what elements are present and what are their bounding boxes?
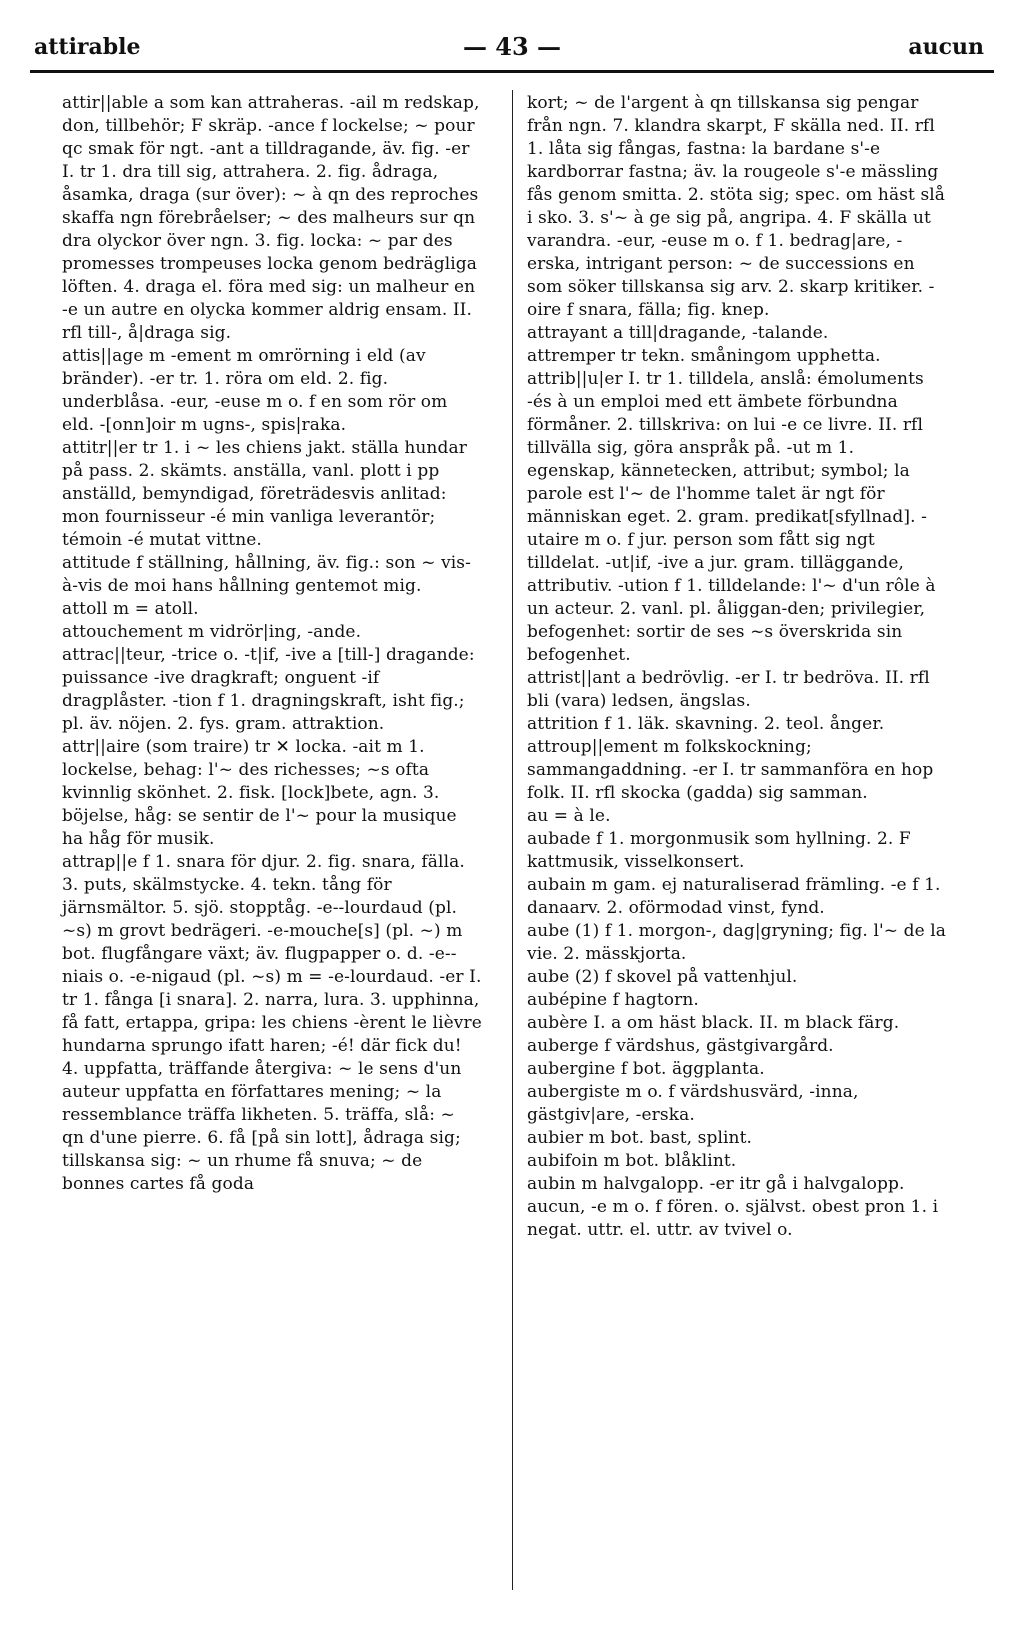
- page-header: [30, 30, 994, 70]
- dictionary-entry: attrac||teur, -trice o. -t|if, -ive a [till-] dragande: puissance -ive dragkraft; onguent -if dragplåster. -tion f 1. dragningskraft, isht fig.; pl. äv. nöjen. 2. fys. gram. attraktion.: [62, 645, 475, 734]
- dictionary-entry: aubergine f bot. äggplanta.: [527, 1059, 765, 1079]
- dictionary-entry: aubade f 1. morgonmusik som hyllning. 2. F kattmusik, visselkonsert.: [527, 829, 911, 872]
- dictionary-entry: aubifoin m bot. blåklint.: [527, 1151, 737, 1171]
- dictionary-entry: attrayant a till|dragande, -talande.: [527, 323, 829, 343]
- page-number: — 43 —: [462, 32, 562, 61]
- dictionary-entry: aubergiste m o. f värdshusvärd, -inna, gästgiv|are, -erska.: [527, 1082, 859, 1125]
- dictionary-entry: attitude f ställning, hållning, äv. fig.: son ~ vis-à-vis de moi hans hållning gentemot mig.: [62, 553, 471, 596]
- dictionary-entry: aube (1) f 1. morgon-, dag|gryning; fig. l'~ de la vie. 2. mässkjorta.: [527, 921, 947, 964]
- dictionary-entry: attoll m = atoll.: [62, 599, 199, 619]
- dictionary-entry: aucun, -e m o. f fören. o. självst. obest pron 1. i negat. uttr. el. uttr. av tvivel o.: [527, 1197, 939, 1240]
- dictionary-entry: au = à le.: [527, 806, 611, 826]
- right-column: [527, 92, 947, 1242]
- dictionary-entry: attitr||er tr 1. i ~ les chiens jakt. ställa hundar på pass. 2. skämts. anställa, vanl. plott i pp anställd, bemyndigad, företrädesvis anlitad: mon fournisseur -é min vanliga leverantör; témoin -é mutat vittne.: [62, 438, 467, 550]
- dictionary-entry: attouchement m vidrör|ing, -ande.: [62, 622, 362, 642]
- header-last-word: aucun: [908, 34, 984, 60]
- dictionary-entry: aubin m halvgalopp. -er itr gå i halvgalopp.: [527, 1174, 905, 1194]
- dictionary-entry: attrib||u|er I. tr 1. tilldela, anslå: émoluments -és à un emploi med ett ämbete förbundna förmåner. 2. tillskriva: on lui -e ce livre. II. rfl tillvälla sig, göra anspråk på. -ut m 1. egenskap, kännetecken, attribut; symbol; la parole est l'~ de l'homme talet är ngt för människan eget. 2. gram. predikat[sfyllnad]. -utaire m o. f jur. person som fått sig ngt tilldelat. -ut|if, -ive a jur. gram. tilläggande, attributiv. -ution f 1. tilldelande: l'~ d'un rôle à un acteur. 2. vanl. pl. åliggan-den; privilegier, befogenhet: sortir de ses ~s överskrida sin befogenhet.: [527, 369, 936, 665]
- dictionary-entry: aubain m gam. ej naturaliserad främling. -e f 1. danaarv. 2. oförmodad vinst, fynd.: [527, 875, 941, 918]
- dictionary-entry: attroup||ement m folkskockning; sammangaddning. -er I. tr sammanföra en hop folk. II. rfl skocka (gadda) sig samman.: [527, 737, 934, 803]
- dictionary-entry: attrition f 1. läk. skavning. 2. teol. ånger.: [527, 714, 885, 734]
- dictionary-entry: attir||able a som kan attraheras. -ail m redskap, don, tillbehör; F skräp. -ance f lockelse; ~ pour qc smak för ngt. -ant a tilldragande, äv. fig. -er I. tr 1. dra till sig, attrahera. 2. fig. ådraga, åsamka, draga (sur över): ~ à qn des reproches skaffa ngn förebråelser; ~ des malheurs sur qn dra olyckor över ngn. 3. fig. locka: ~ par des promesses trompeuses locka genom bedrägliga löften. 4. draga el. föra med sig: un malheur en -e un autre en olycka kommer aldrig ensam. II. rfl till-, å|draga sig.: [62, 93, 480, 343]
- dictionary-entry: aubier m bot. bast, splint.: [527, 1128, 753, 1148]
- dictionary-entry: auberge f värdshus, gästgivargård.: [527, 1036, 834, 1056]
- dictionary-entry: kort; ~ de l'argent à qn tillskansa sig pengar från ngn. 7. klandra skarpt, F skälla ned. II. rfl 1. låta sig fångas, fastna: la bardane s'-e kardborrar fastna; äv. la rougeole s'-e mässling fås genom smitta. 2. stöta sig; spec. om häst slå i sko. 3. s'~ à ge sig på, angripa. 4. F skälla ut varandra. -eur, -euse m o. f 1. bedrag|are, -erska, intrigant person: ~ de successions en som söker tillskansa sig arv. 2. skarp kritiker. -oire f snara, fälla; fig. knep.: [527, 93, 946, 320]
- dictionary-entry: aube (2) f skovel på vattenhjul.: [527, 967, 798, 987]
- column-divider: [512, 90, 513, 1590]
- dictionary-entry: aubépine f hagtorn.: [527, 990, 699, 1010]
- dictionary-entry: attr||aire (som traire) tr ✕ locka. -ait m 1. lockelse, behag: l'~ des richesses; ~s ofta kvinnlig skönhet. 2. fisk. [lock]bete, agn. 3. böjelse, håg: se sentir de l'~ pour la musique ha håg för musik.: [62, 737, 457, 849]
- dictionary-entry: attrist||ant a bedrövlig. -er I. tr bedröva. II. rfl bli (vara) ledsen, ängslas.: [527, 668, 930, 711]
- left-column: [62, 92, 482, 1196]
- dictionary-entry: attrap||e f 1. snara för djur. 2. fig. snara, fälla. 3. puts, skälmstycke. 4. tekn. tång för järnsmältor. 5. sjö. stopptåg. -e--lourdaud (pl. ~s) m grovt bedrägeri. -e-mouche[s] (pl. ~) m bot. flugfångare växt; äv. flugpapper o. d. -e--niais o. -e-nigaud (pl. ~s) m = -e-lourdaud. -er I. tr 1. fånga [i snara]. 2. narra, lura. 3. upphinna, få fatt, ertappa, gripa: les chiens -èrent le lièvre hundarna sprungo ifatt haren; -é! där fick du! 4. uppfatta, träffande återgiva: ~ le sens d'un auteur uppfatta en författares mening; ~ la ressemblance träffa likheten. 5. träffa, slå: ~ qn d'une pierre. 6. få [på sin lott], ådraga sig; tillskansa sig: ~ un rhume få snuva; ~ de bonnes cartes få goda: [62, 852, 482, 1194]
- dictionary-entry: attis||age m -ement m omrörning i eld (av bränder). -er tr. 1. röra om eld. 2. fig. underblåsa. -eur, -euse m o. f en som rör om eld. -[onn]oir m ugns-, spis|raka.: [62, 346, 448, 435]
- dictionary-entry: aubère I. a om häst black. II. m black färg.: [527, 1013, 900, 1033]
- header-rule: [30, 70, 994, 73]
- dictionary-entry: attremper tr tekn. småningom upphetta.: [527, 346, 881, 366]
- header-first-word: attirable: [34, 34, 141, 60]
